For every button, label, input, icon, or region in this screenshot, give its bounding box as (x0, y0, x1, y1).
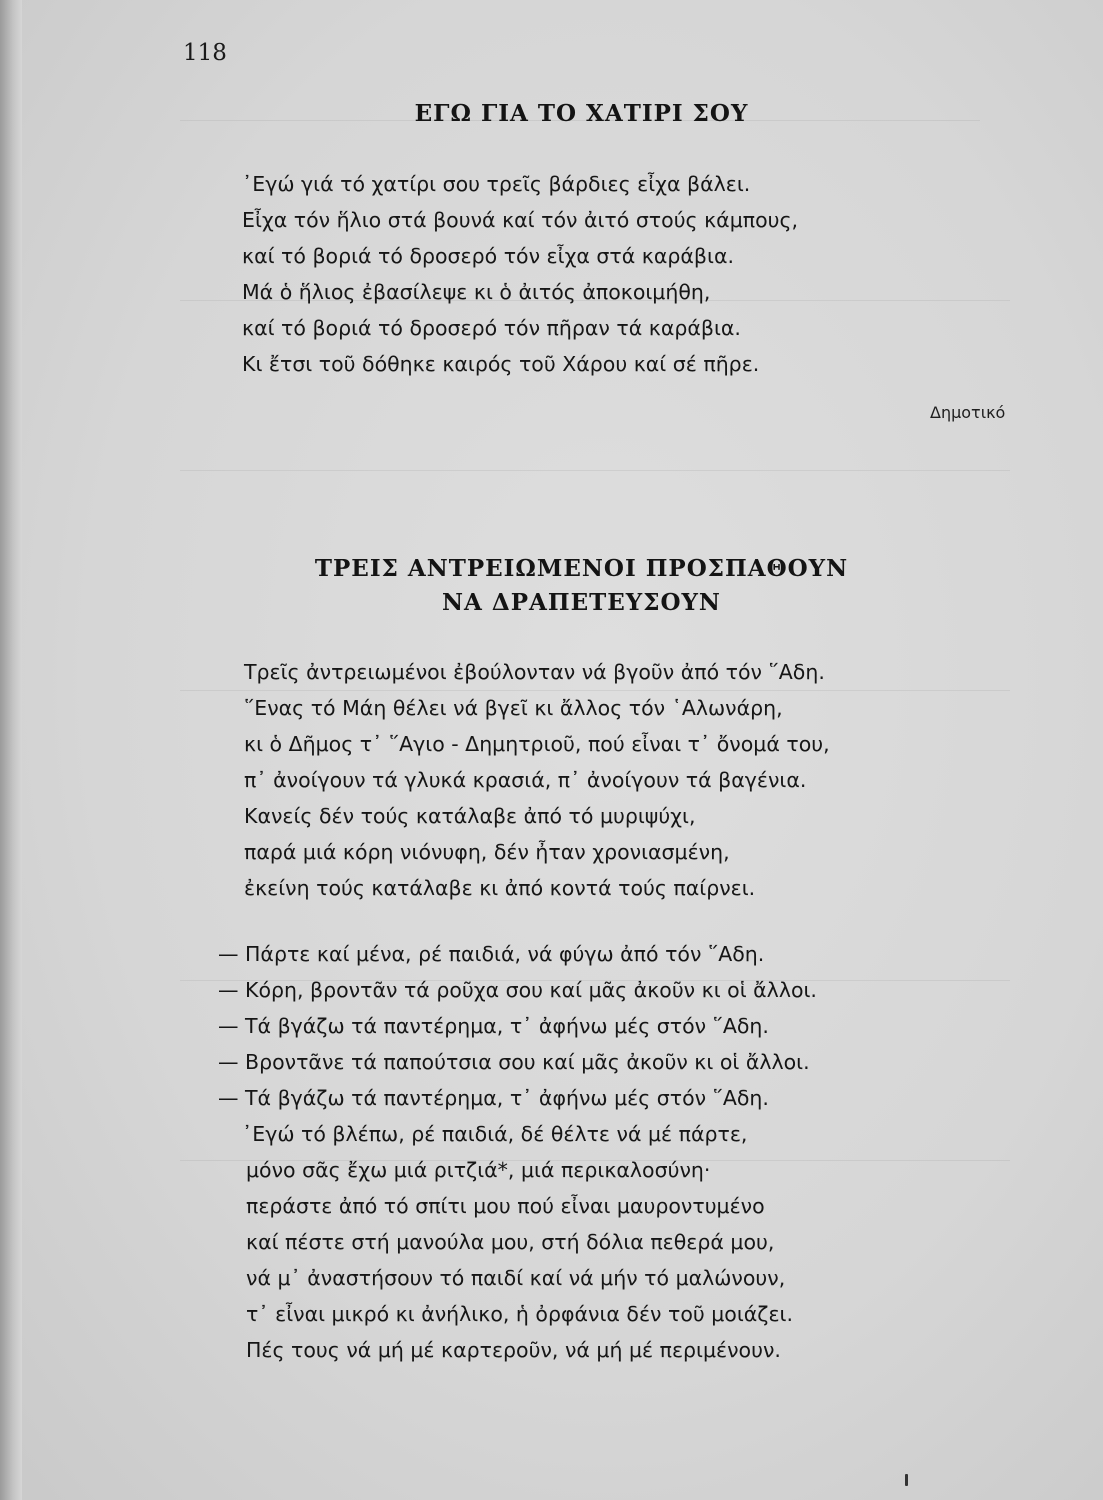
poem1-line: Μά ὁ ἥλιος ἐβασίλεψε κι ὁ ἀιτός ἀποκοιμήθη, (242, 280, 711, 304)
poem2-line: ἐκείνη τούς κατάλαβε κι ἀπό κοντά τούς παίρνει. (244, 876, 756, 900)
poem1-title: ΕΓΩ ΓΙΑ ΤΟ ΧΑΤΙΡΙ ΣΟΥ (414, 100, 749, 127)
poem2-line: Κανείς δέν τούς κατάλαβε ἀπό τό μυριψύχι, (244, 804, 696, 828)
poem2-line: ῞Ενας τό Μάη θέλει νά βγεῖ κι ἄλλος τόν ῾Αλωνάρη, (244, 696, 783, 720)
poem1-line: καί τό βοριά τό δροσερό τόν πῆραν τά καράβια. (242, 316, 741, 340)
page-edge-shadow (0, 0, 22, 1500)
poem2-line: νά μ᾿ ἀναστήσουν τό παιδί καί νά μήν τό μαλώνουν, (246, 1266, 786, 1290)
poem2-line: τ᾿ εἶναι μικρό κι ἀνήλικο, ἡ ὀρφάνια δέν τοῦ μοιάζει. (246, 1302, 793, 1326)
poem2-line: Τρεῖς ἀντρειωμένοι ἐβούλονταν νά βγοῦν ἀπό τόν ῞Αδη. (244, 660, 825, 684)
poem2-line: — Τά βγάζω τά παντέρημα, τ᾿ ἀφήνω μές στόν ῞Αδη. (218, 1086, 769, 1110)
poem2-title (30, 552, 1103, 620)
ink-mark (905, 1474, 908, 1486)
poem2-line: κι ὁ Δῆμος τ᾿ ῞Αγιο - Δημητριοῦ, πού εἶναι τ᾿ ὄνομά του, (244, 732, 830, 756)
poem2-line: — Πάρτε καί μένα, ρέ παιδιά, νά φύγω ἀπό τόν ῞Αδη. (218, 942, 765, 966)
page-number: 118 (183, 40, 227, 66)
poem1-line: ᾿Εγώ γιά τό χατίρι σου τρεῖς βάρδιες εἶχα βάλει. (242, 172, 751, 196)
poem2-line: — Κόρη, βροντᾶν τά ροῦχα σου καί μᾶς ἀκοῦν κι οἱ ἄλλοι. (218, 978, 817, 1002)
poem2-title-line1: ΤΡΕΙΣ ΑΝΤΡΕΙΩΜΕΝΟΙ ΠΡΟΣΠΑΘΟΥΝ (314, 555, 849, 582)
poem1-line: Κι ἔτσι τοῦ δόθηκε καιρός τοῦ Χάρου καί σέ πῆρε. (242, 352, 760, 376)
poem2-line: — Βροντᾶνε τά παπούτσια σου καί μᾶς ἀκοῦν κι οἱ ἄλλοι. (218, 1050, 810, 1074)
poem1-line: Εἶχα τόν ἥλιο στά βουνά καί τόν ἀιτό στούς κάμπους, (242, 208, 799, 232)
poem2-line: περάστε ἀπό τό σπίτι μου πού εἶναι μαυροντυμένο (246, 1194, 765, 1218)
poem2-line: ᾿Εγώ τό βλέπω, ρέ παιδιά, δέ θέλτε νά μέ πάρτε, (242, 1122, 748, 1146)
poem2-title-line2: ΝΑ ΔΡΑΠΕΤΕΥΣΟΥΝ (442, 589, 721, 616)
poem1-line: καί τό βοριά τό δροσερό τόν εἶχα στά καράβια. (242, 244, 734, 268)
poem2-line: μόνο σᾶς ἔχω μιά ριτζιά*, μιά περικαλοσύνη· (246, 1158, 711, 1182)
poem2-line: Πές τους νά μή μέ καρτεροῦν, νά μή μέ περιμένουν. (246, 1338, 781, 1362)
poem1-attribution: Δημοτικό (930, 403, 1006, 422)
poem2-line: — Τά βγάζω τά παντέρημα, τ᾿ ἀφήνω μές στόν ῞Αδη. (218, 1014, 769, 1038)
poem2-line: παρά μιά κόρη νιόνυφη, δέν ἦταν χρονιασμένη, (244, 840, 730, 864)
poem2-line: καί πέστε στή μανούλα μου, στή δόλια πεθερά μου, (246, 1230, 775, 1254)
poem2-line: π᾿ ἀνοίγουν τά γλυκά κρασιά, π᾿ ἀνοίγουν τά βαγένια. (244, 768, 807, 792)
